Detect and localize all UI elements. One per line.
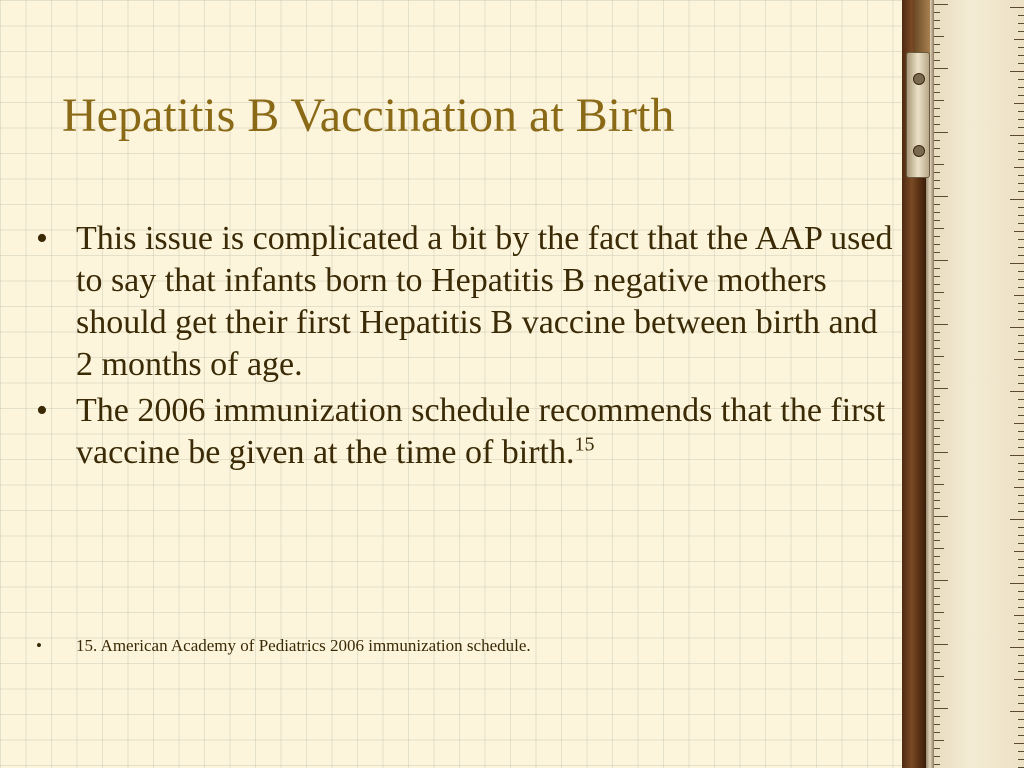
ruler-tick — [934, 380, 940, 381]
ruler-tick — [934, 372, 940, 373]
ruler-tick — [1018, 591, 1024, 592]
ruler-tick — [1018, 735, 1024, 736]
bullet-marker: • — [36, 220, 48, 257]
ruler-tick — [1018, 671, 1024, 672]
ruler-tick — [934, 364, 940, 365]
ruler-tick — [934, 276, 940, 277]
ruler-tick — [1014, 551, 1024, 552]
ruler-tick — [934, 108, 940, 109]
ruler-tick — [1018, 559, 1024, 560]
ruler-tick — [1018, 319, 1024, 320]
ruler-tick — [1018, 623, 1024, 624]
bullet-item — [36, 218, 896, 386]
ruler-tick — [1018, 223, 1024, 224]
ruler-tick — [934, 60, 940, 61]
ruler-tick — [934, 220, 940, 221]
ruler-tick — [1018, 407, 1024, 408]
ruler-tick — [1018, 719, 1024, 720]
ruler-tick — [1018, 479, 1024, 480]
ruler-tick — [934, 692, 940, 693]
ruler-tick — [1018, 471, 1024, 472]
ruler-tick — [1018, 687, 1024, 688]
ruler-tick — [1018, 655, 1024, 656]
ruler-tick — [1018, 23, 1024, 24]
ruler-tick — [1018, 343, 1024, 344]
ruler-tick — [934, 436, 940, 437]
ruler-tick — [934, 84, 940, 85]
ruler-tick — [934, 36, 944, 37]
ruler-tick — [934, 172, 940, 173]
ruler-tick — [934, 444, 940, 445]
ruler-tick — [1010, 327, 1024, 328]
ruler-tick — [934, 228, 944, 229]
ruler-tick — [1014, 423, 1024, 424]
ruler-tick — [1010, 7, 1024, 8]
ruler-tick — [934, 76, 940, 77]
ruler-tick — [1018, 351, 1024, 352]
ruler-tick — [934, 500, 940, 501]
ruler-tick — [934, 236, 940, 237]
ruler-tick — [934, 28, 940, 29]
ruler-tick — [1018, 663, 1024, 664]
ruler-tick — [1010, 455, 1024, 456]
ruler-tick — [934, 412, 940, 413]
ruler-tick — [1018, 695, 1024, 696]
ruler-tick — [1010, 199, 1024, 200]
ruler-tick — [1018, 431, 1024, 432]
ruler-tick — [934, 188, 940, 189]
ruler-tick — [934, 428, 940, 429]
ruler-tick — [1018, 95, 1024, 96]
ruler-tick — [934, 684, 940, 685]
ruler-tick — [1018, 759, 1024, 760]
ruler-tick — [1018, 751, 1024, 752]
ruler-tick — [1018, 367, 1024, 368]
ruler-tick — [934, 660, 940, 661]
ruler-tick — [1018, 79, 1024, 80]
ruler-tick — [934, 588, 940, 589]
ruler-tick — [1010, 135, 1024, 136]
ruler-tick — [934, 252, 940, 253]
ruler-tick — [1018, 175, 1024, 176]
ruler-tick — [934, 420, 944, 421]
ruler-tick — [934, 668, 940, 669]
ruler-tick — [1018, 239, 1024, 240]
ruler-tick — [1018, 703, 1024, 704]
ruler-tick — [1018, 111, 1024, 112]
footnote — [36, 636, 531, 656]
ruler-tick — [934, 548, 944, 549]
ruler-tick — [934, 100, 944, 101]
ruler-tick — [934, 524, 940, 525]
ruler-tick — [934, 452, 948, 453]
ruler-tick — [934, 340, 940, 341]
ruler-tick — [934, 156, 940, 157]
ruler-tick — [1018, 399, 1024, 400]
ruler-tick — [1018, 31, 1024, 32]
ruler-tick — [1018, 727, 1024, 728]
ruler-tick — [934, 612, 944, 613]
ruler-tick — [1018, 503, 1024, 504]
ruler-tick — [934, 260, 948, 261]
bullet-text: The 2006 immunization schedule recommends that the first vaccine be given at the time of birth. — [76, 392, 886, 471]
ruler-hinge — [906, 52, 930, 178]
ruler-tick — [934, 764, 940, 765]
bullet-marker: • — [36, 392, 48, 429]
ruler-tick — [1018, 87, 1024, 88]
ruler-tick — [1018, 255, 1024, 256]
ruler-tick — [1018, 151, 1024, 152]
ruler-tick — [934, 4, 948, 5]
ruler-tick — [1018, 279, 1024, 280]
ruler-tick — [1010, 263, 1024, 264]
ruler-tick — [1018, 495, 1024, 496]
ruler-tick — [934, 580, 948, 581]
ruler-tick — [934, 356, 944, 357]
ruler-tick — [1014, 679, 1024, 680]
ruler-tick — [1010, 519, 1024, 520]
ruler-tick — [934, 604, 940, 605]
ruler-tick — [1018, 311, 1024, 312]
wooden-ruler-icon — [902, 0, 1024, 768]
ruler-tick — [1014, 103, 1024, 104]
ruler-tick — [934, 652, 940, 653]
ruler-tick — [934, 396, 940, 397]
ruler-tick — [934, 204, 940, 205]
ruler-tick — [934, 68, 948, 69]
slide-title: Hepatitis B Vaccination at Birth — [62, 89, 675, 142]
ruler-tick — [1018, 567, 1024, 568]
ruler-tick — [1010, 711, 1024, 712]
ruler-tick — [1018, 303, 1024, 304]
ruler-tick — [1018, 639, 1024, 640]
ruler-tick — [934, 628, 940, 629]
ruler-tick — [1018, 247, 1024, 248]
ruler-tick — [934, 212, 940, 213]
ruler-tick — [934, 116, 940, 117]
ruler-tick — [1010, 583, 1024, 584]
ruler-tick — [934, 476, 940, 477]
ruler-tick — [1018, 207, 1024, 208]
ruler-tick — [934, 196, 948, 197]
ruler-tick — [1018, 575, 1024, 576]
ruler-tick — [1018, 511, 1024, 512]
ruler-tick — [934, 52, 940, 53]
ruler-tick — [1018, 415, 1024, 416]
ruler-tick — [1018, 271, 1024, 272]
ruler-tick — [1018, 143, 1024, 144]
ruler-tick — [934, 148, 940, 149]
ruler-tick — [934, 596, 940, 597]
ruler-tick — [934, 308, 940, 309]
ruler-tick — [1018, 127, 1024, 128]
ruler-tick — [934, 20, 940, 21]
bullet-list — [36, 218, 896, 478]
ruler-tick — [1018, 383, 1024, 384]
ruler-tick — [934, 388, 948, 389]
citation-superscript: 15 — [574, 433, 595, 456]
bullet-text: This issue is complicated a bit by the fact that the AAP used to say that infants born to Hepatitis B negative mothers should get their first Hepatitis B vaccine between birth and 2 months of age. — [76, 220, 893, 383]
ruler-tick — [1018, 335, 1024, 336]
ruler-tick — [1018, 439, 1024, 440]
ruler-tick — [934, 284, 940, 285]
ruler-tick — [934, 124, 940, 125]
ruler-tick — [934, 332, 940, 333]
ruler-tick — [1018, 631, 1024, 632]
ruler-tick — [1014, 487, 1024, 488]
ruler-tick — [934, 180, 940, 181]
ruler-tick — [1010, 647, 1024, 648]
footnote-marker: • — [36, 636, 42, 655]
ruler-tick — [934, 716, 940, 717]
ruler-tick — [934, 700, 940, 701]
ruler-tick — [1018, 527, 1024, 528]
ruler-tick — [934, 556, 940, 557]
ruler-tick — [934, 316, 940, 317]
ruler-tick — [934, 620, 940, 621]
ruler-tick — [1018, 287, 1024, 288]
ruler-tick — [934, 132, 948, 133]
ruler-tick — [934, 292, 944, 293]
ruler-tick — [934, 732, 940, 733]
ruler-tick — [934, 636, 940, 637]
ruler-tick — [934, 492, 940, 493]
ruler-tick — [1014, 39, 1024, 40]
ruler-tick — [934, 508, 940, 509]
ruler-tick — [934, 572, 940, 573]
footnote-text: 15. American Academy of Pediatrics 2006 immunization schedule. — [76, 636, 531, 655]
ruler-tick — [934, 708, 948, 709]
ruler-tick — [1014, 231, 1024, 232]
ruler-tick — [934, 540, 940, 541]
ruler-tick — [934, 516, 948, 517]
ruler-tick — [934, 756, 940, 757]
ruler-bracket — [914, 0, 930, 60]
ruler-tick — [1018, 447, 1024, 448]
ruler-tick — [1018, 119, 1024, 120]
ruler-tick — [934, 44, 940, 45]
ruler-tick — [934, 92, 940, 93]
ruler-tick — [1018, 47, 1024, 48]
ruler-tick — [1018, 191, 1024, 192]
ruler-tick — [934, 484, 944, 485]
ruler-tick — [934, 140, 940, 141]
ruler-tick — [1014, 295, 1024, 296]
ruler-tick — [934, 676, 944, 677]
ruler-tick — [934, 644, 948, 645]
ruler-tick — [1018, 63, 1024, 64]
ruler-tick — [1018, 463, 1024, 464]
ruler-tick — [934, 748, 940, 749]
ruler-tick — [934, 468, 940, 469]
ruler-tick — [934, 460, 940, 461]
ruler-tick — [1014, 359, 1024, 360]
ruler-tick — [934, 244, 940, 245]
ruler-tick — [934, 564, 940, 565]
ruler-tick — [1018, 15, 1024, 16]
ruler-tick — [934, 740, 944, 741]
ruler-tick — [934, 300, 940, 301]
ruler-tick — [1010, 391, 1024, 392]
ruler-tick — [1018, 607, 1024, 608]
ruler-tick — [1018, 183, 1024, 184]
ruler-tick — [934, 12, 940, 13]
ruler-tick — [1014, 743, 1024, 744]
ruler-tick — [934, 348, 940, 349]
ruler-tick — [1018, 159, 1024, 160]
ruler-tick — [1010, 71, 1024, 72]
ruler-tick — [1014, 167, 1024, 168]
ruler-tick — [934, 324, 948, 325]
ruler-tick — [934, 404, 940, 405]
ruler-tick — [1018, 215, 1024, 216]
screw-icon — [913, 73, 925, 85]
ruler-tick — [934, 532, 940, 533]
ruler-tick — [1018, 599, 1024, 600]
ruler-tick — [934, 268, 940, 269]
ruler-face — [934, 0, 1024, 768]
ruler-tick — [1014, 615, 1024, 616]
ruler-tick — [934, 724, 940, 725]
ruler-tick — [1018, 535, 1024, 536]
screw-icon — [913, 145, 925, 157]
ruler-tick — [1018, 375, 1024, 376]
ruler-tick — [1018, 55, 1024, 56]
bullet-item — [36, 390, 896, 474]
ruler-tick — [934, 164, 944, 165]
ruler-tick — [1018, 543, 1024, 544]
